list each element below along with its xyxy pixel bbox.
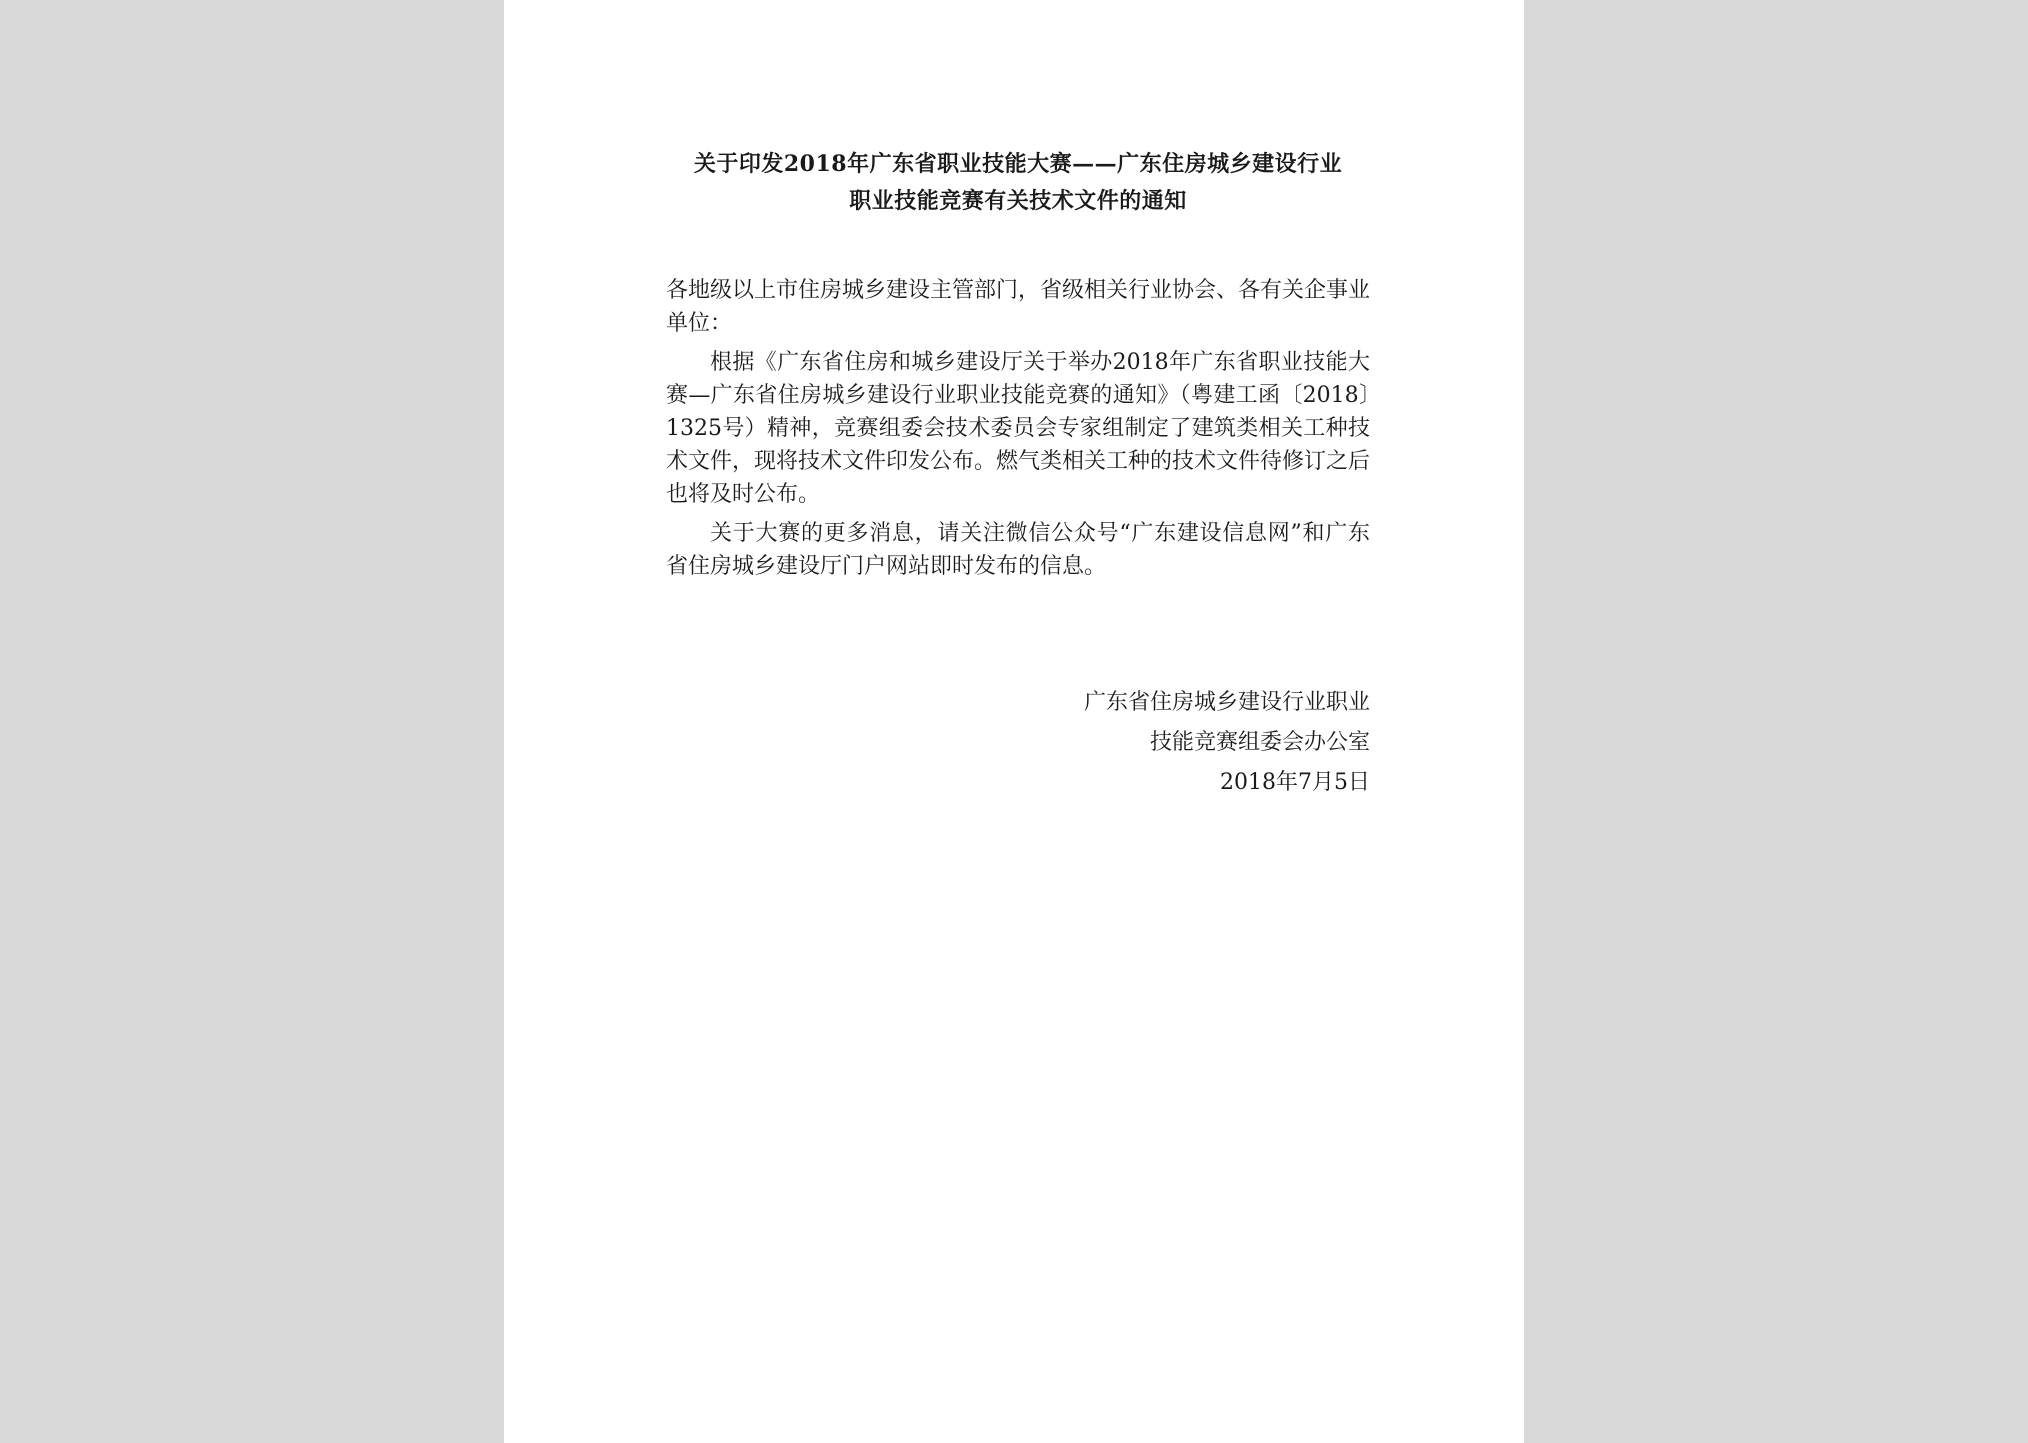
title-line-2: 职业技能竞赛有关技术文件的通知 bbox=[849, 188, 1187, 214]
paragraph-1: 根据《广东省住房和城乡建设厅关于举办2018年广东省职业技能大赛—广东省住房城乡建设行业职业技能竞赛的通知》（粤建工函〔2018〕1325号）精神，竞赛组委会技术委员会专家组制定了建筑类相关工种技术文件，现将技术文件印发公布。燃气类相关工种的技术文件待修订之后也将及时公布。 bbox=[666, 350, 1371, 507]
document-title bbox=[666, 146, 1370, 220]
document-content bbox=[666, 146, 1370, 803]
salutation: 各地级以上市住房城乡建设主管部门，省级相关行业协会、各有关企事业单位： bbox=[666, 278, 1371, 336]
paragraph-2: 关于大赛的更多消息，请关注微信公众号“广东建设信息网”和广东省住房城乡建设厅门户网站即时发布的信息。 bbox=[666, 521, 1370, 579]
signature-block bbox=[666, 683, 1370, 803]
title-line-1: 关于印发2018年广东省职业技能大赛——广东住房城乡建设行业 bbox=[693, 151, 1343, 177]
signature-line-2: 技能竞赛组委会办公室 bbox=[1149, 730, 1370, 755]
document-page bbox=[504, 0, 1524, 1443]
signature-line-1: 广东省住房城乡建设行业职业 bbox=[1083, 690, 1370, 715]
document-date: 2018年7月5日 bbox=[1220, 770, 1370, 795]
document-body bbox=[666, 274, 1370, 583]
